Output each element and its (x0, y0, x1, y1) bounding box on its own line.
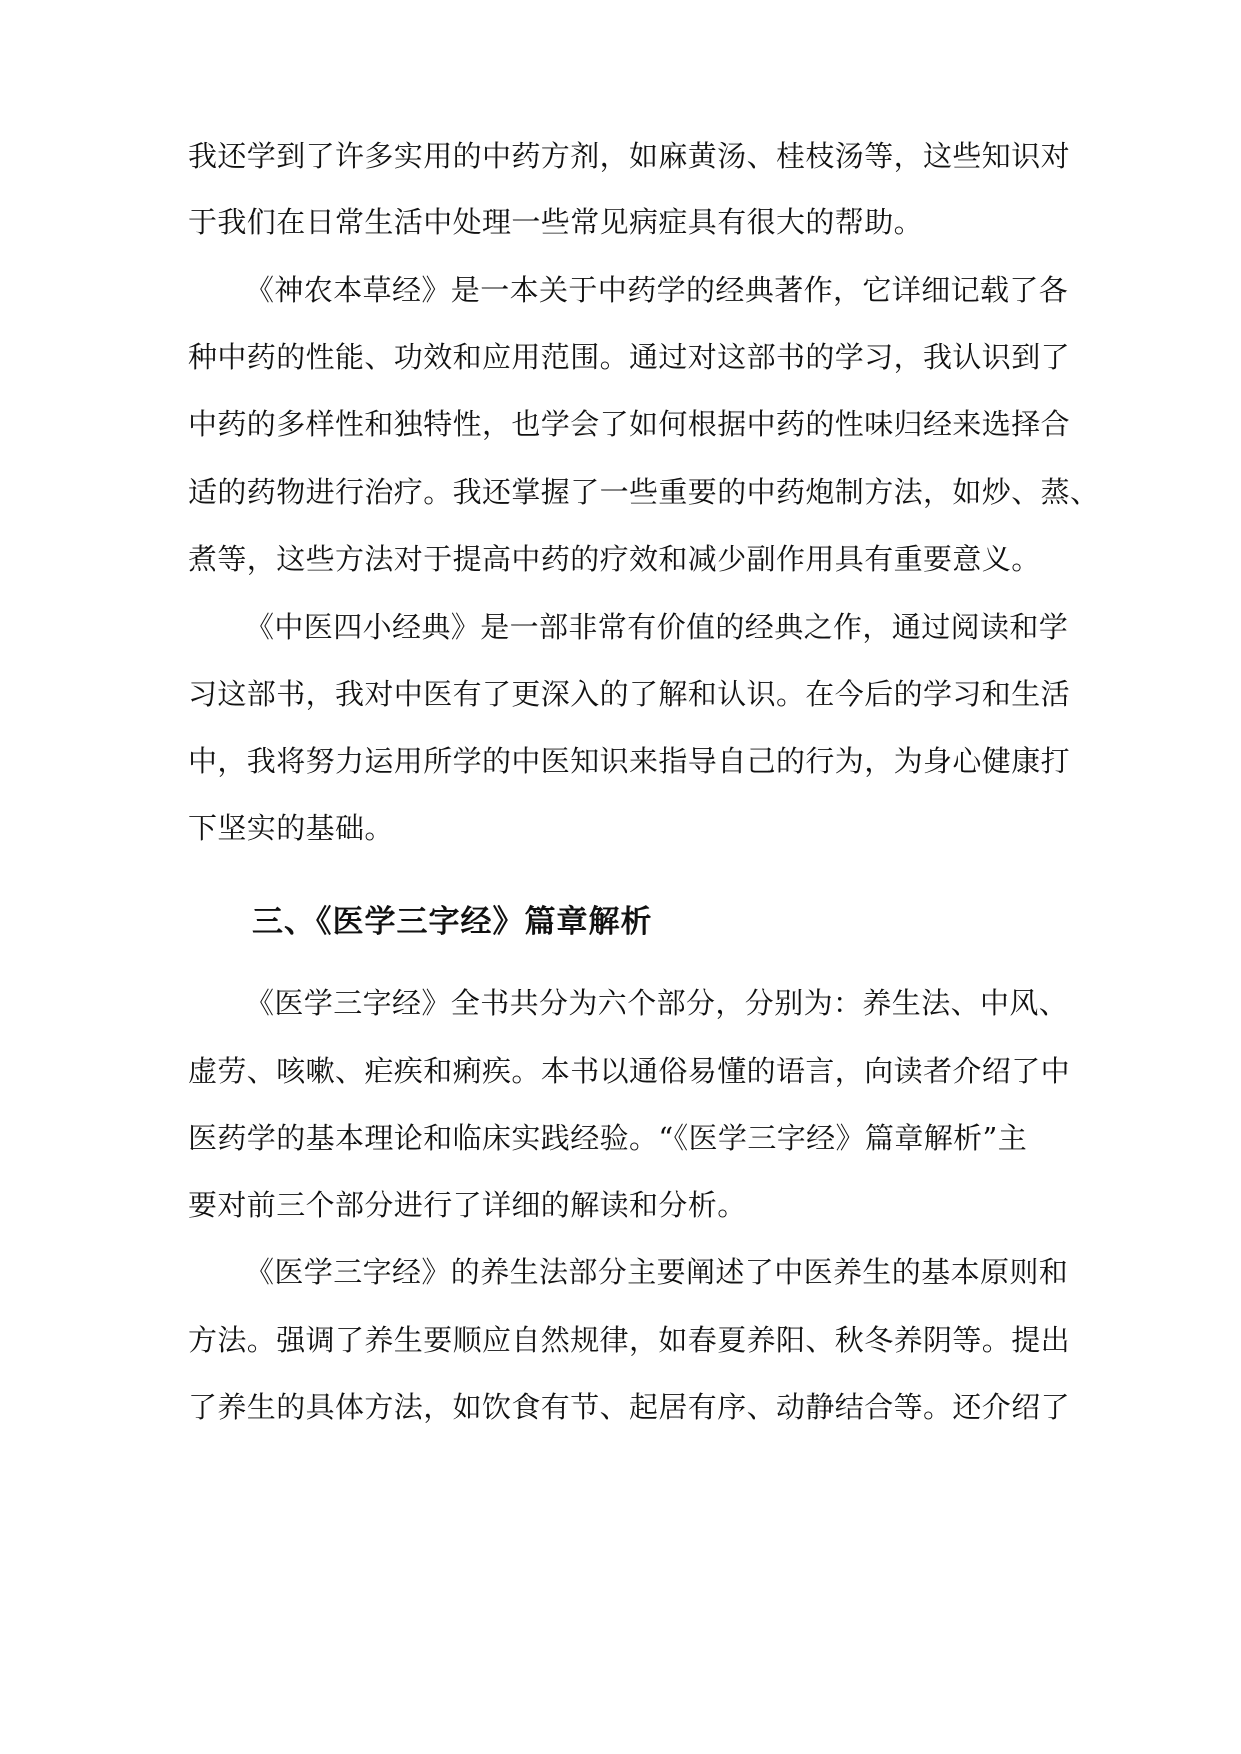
section-heading: 三、《医学三字经》篇章解析 (252, 904, 653, 940)
paragraph-line: 方法。强调了养生要顺应自然规律，如春夏养阳、秋冬养阴等。提出 (188, 1323, 1071, 1357)
paragraph-line: 《中医四小经典》是一部非常有价值的经典之作，通过阅读和学 (245, 610, 1069, 644)
paragraph-line: 《神农本草经》是一本关于中药学的经典著作，它详细记载了各 (245, 273, 1069, 307)
paragraph-line: 于我们在日常生活中处理一些常见病症具有很大的帮助。 (188, 205, 924, 239)
paragraph-line: 《医学三字经》全书共分为六个部分，分别为：养生法、中风、 (245, 986, 1069, 1020)
paragraph-line: 要对前三个部分进行了详细的解读和分析。 (188, 1188, 747, 1222)
paragraph-line: 种中药的性能、功效和应用范围。通过对这部书的学习，我认识到了 (188, 340, 1071, 374)
paragraph-line: 我还学到了许多实用的中药方剂，如麻黄汤、桂枝汤等，这些知识对 (188, 139, 1071, 173)
paragraph-line: 下坚实的基础。 (188, 811, 394, 845)
paragraph-line: 中，我将努力运用所学的中医知识来指导自己的行为，为身心健康打 (188, 744, 1071, 778)
paragraph-line: 煮等，这些方法对于提高中药的疗效和减少副作用具有重要意义。 (188, 542, 1041, 576)
paragraph-line: 适的药物进行治疗。我还掌握了一些重要的中药炮制方法，如炒、蒸、 (188, 475, 1100, 509)
paragraph-line: 医药学的基本理论和临床实践经验。“《医学三字经》篇章解析”主 (188, 1121, 1028, 1155)
paragraph-line: 《医学三字经》的养生法部分主要阐述了中医养生的基本原则和 (245, 1255, 1069, 1289)
paragraph-line: 习这部书，我对中医有了更深入的了解和认识。在今后的学习和生活 (188, 677, 1071, 711)
paragraph-line: 中药的多样性和独特性，也学会了如何根据中药的性味归经来选择合 (188, 407, 1071, 441)
paragraph-line: 了养生的具体方法，如饮食有节、起居有序、动静结合等。还介绍了 (188, 1390, 1071, 1424)
paragraph-line: 虚劳、咳嗽、疟疾和痢疾。本书以通俗易懂的语言，向读者介绍了中 (188, 1054, 1071, 1088)
